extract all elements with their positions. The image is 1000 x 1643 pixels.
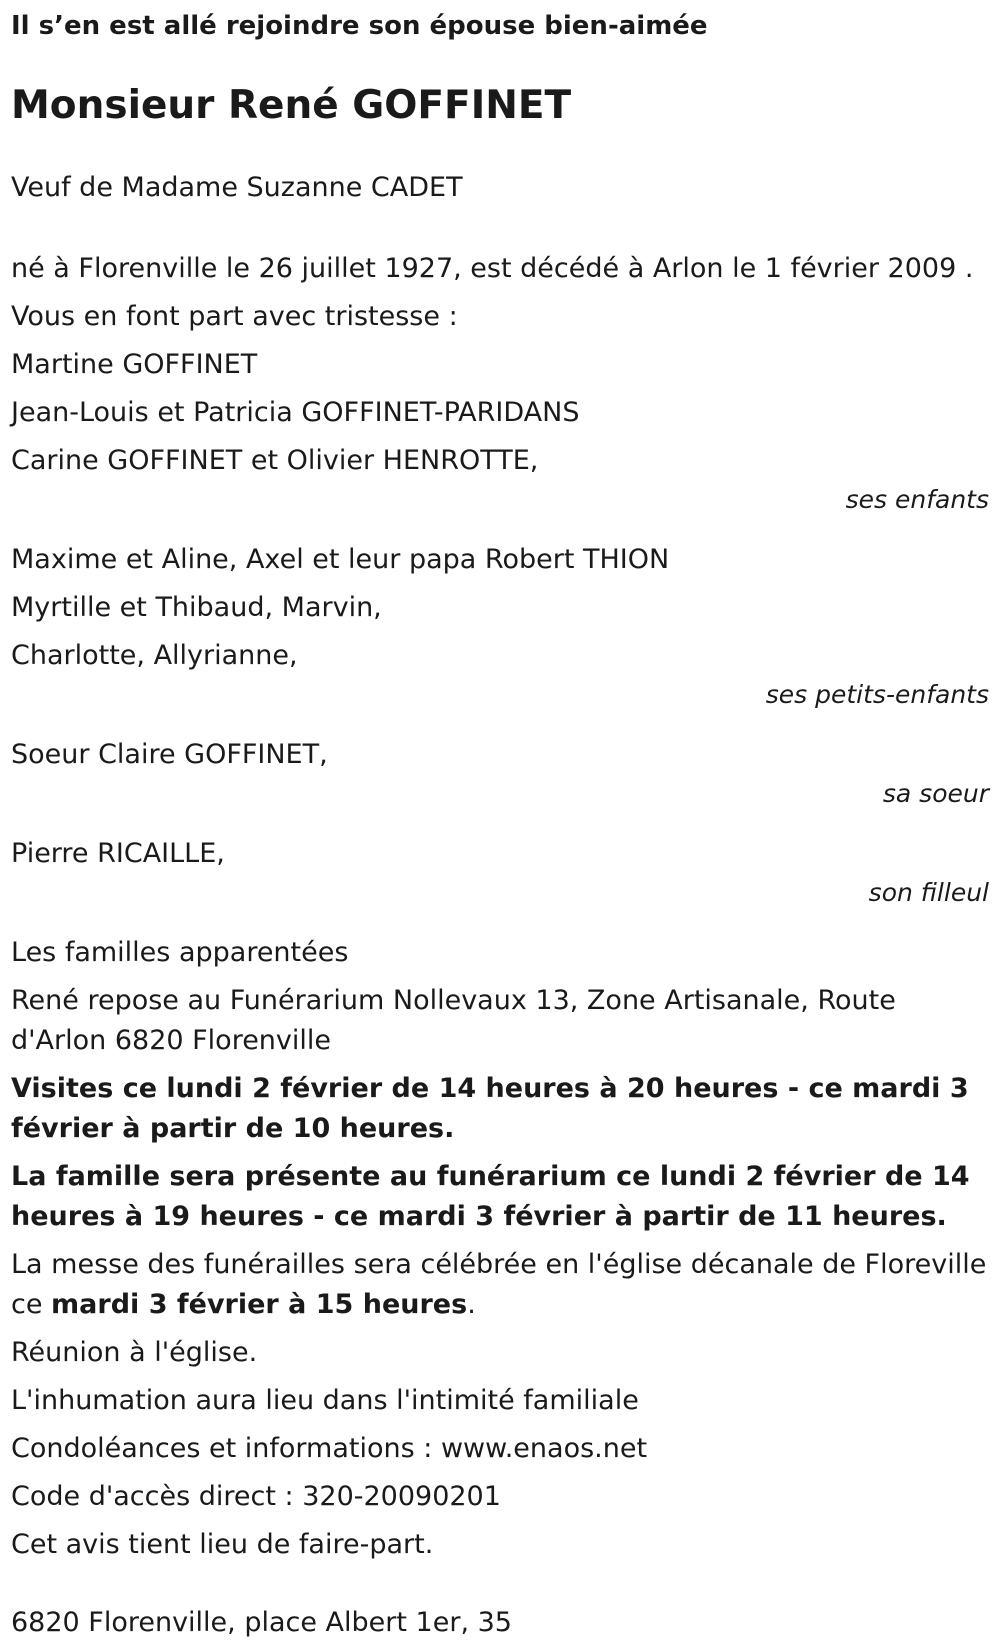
mass-info: [11, 1245, 989, 1325]
children-group: [11, 345, 989, 515]
family-member: Soeur Claire GOFFINET,: [11, 739, 328, 770]
access-code-line: Code d'accès direct : 320-20090201: [11, 1481, 501, 1512]
family-member: Martine GOFFINET: [11, 349, 258, 380]
grandchildren-group: [11, 540, 989, 710]
condolences-line: Condoléances et informations : www.enaos.net: [11, 1433, 648, 1464]
sister-group: [11, 735, 989, 809]
family-member: Myrtille et Thibaud, Marvin,: [11, 592, 382, 623]
relation-label: son filleul: [868, 878, 989, 907]
family-member: Jean-Louis et Patricia GOFFINET-PARIDANS: [11, 397, 580, 428]
family-member: Maxime et Aline, Axel et leur papa Robert THION: [11, 544, 670, 575]
mass-time: mardi 3 février à 15 heures: [51, 1289, 468, 1320]
relation-label: sa soeur: [882, 779, 989, 808]
announce-line: Vous en font part avec tristesse :: [11, 301, 458, 332]
obituary-notice: [11, 0, 989, 1643]
burial-line: L'inhumation aura lieu dans l'intimité familiale: [11, 1385, 639, 1416]
address-line: 6820 Florenville, place Albert 1er, 35: [11, 1607, 512, 1638]
mass-suffix: .: [467, 1289, 476, 1320]
family-member: Charlotte, Allyrianne,: [11, 640, 298, 671]
family-member: Pierre RICAILLE,: [11, 838, 225, 869]
related-families: Les familles apparentées: [11, 937, 349, 968]
meeting-line: Réunion à l'église.: [11, 1337, 258, 1368]
intro-line: Il s’en est allé rejoindre son épouse bien-aimée: [11, 11, 708, 41]
godson-group: [11, 834, 989, 908]
family-member: Carine GOFFINET et Olivier HENROTTE,: [11, 445, 539, 476]
family-presence-info: La famille sera présente au funérarium ce lundi 2 février de 14 heures à 19 heures - ce mardi 3 février à partir de 11 heures.: [11, 1161, 970, 1232]
birth-death-line: né à Florenville le 26 juillet 1927, est décédé à Arlon le 1 février 2009 .: [11, 253, 974, 284]
relation-label: ses enfants: [845, 485, 989, 514]
relation-label: ses petits-enfants: [765, 680, 989, 709]
visits-info: Visites ce lundi 2 février de 14 heures à 20 heures - ce mardi 3 février à partir de 10 heures.: [11, 1073, 969, 1144]
deceased-name: Monsieur René GOFFINET: [11, 83, 572, 128]
mass-prefix: La messe des funérailles sera célébrée en l'église décanale de Floreville ce: [11, 1249, 987, 1320]
notice-line: Cet avis tient lieu de faire-part.: [11, 1529, 434, 1560]
rest-place: René repose au Funérarium Nollevaux 13, Zone Artisanale, Route d'Arlon 6820 Florenville: [11, 985, 896, 1056]
widower-line: Veuf de Madame Suzanne CADET: [11, 172, 463, 203]
